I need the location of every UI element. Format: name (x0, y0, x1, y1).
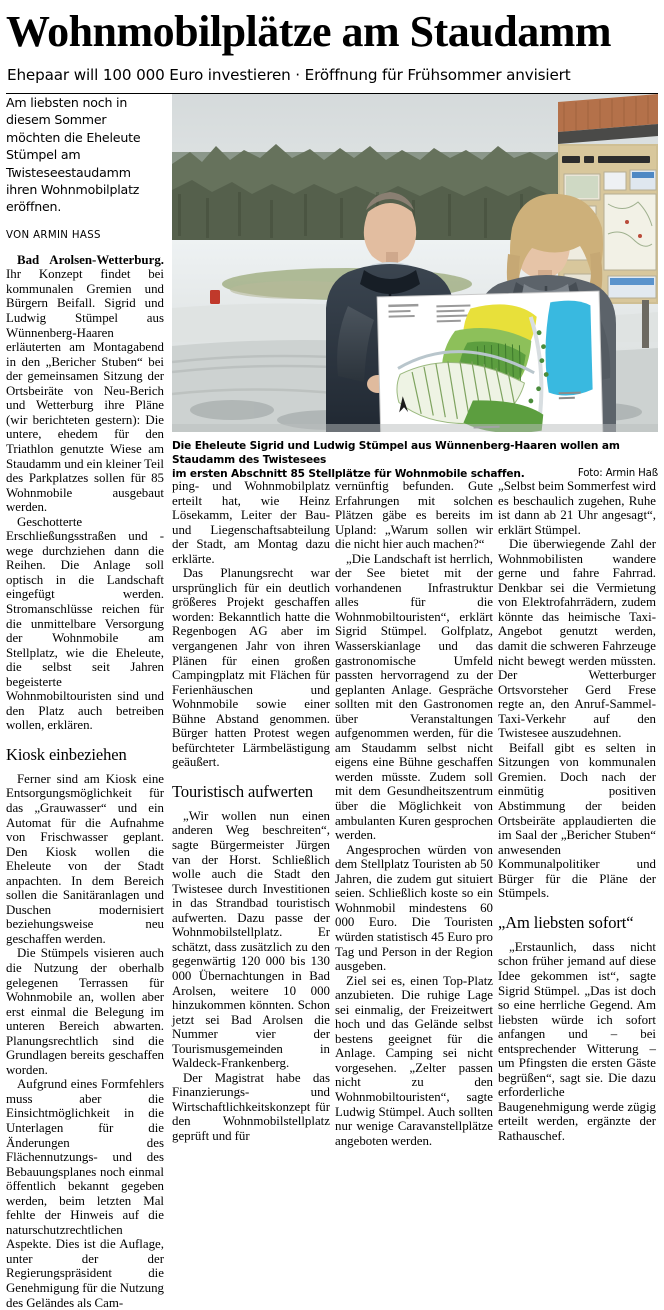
caption-line-1: Die Eheleute Sigrid und Ludwig Stümpel aus Wünnenberg-Haaren wollen am Staudamm des Twistesees (172, 440, 620, 467)
paragraph: Ziel sei es, einen Top-Platz anzubieten. Die ruhige Lage sei einmalig, der Freizeitwert hoch und das Gelände selbst bestens geeignet für die Anlage. Camping sei nicht vorgesehen. „Zelter passen nicht zu den Wohnmobiltouristen“, sagte Ludwig Stümpel. Auch sollten nur wenige Caravanstellplätze angeboten werden. (335, 973, 493, 1148)
photo-block (172, 94, 658, 482)
paragraph: ping- und Wohnmobilplatz erteilt hat, wie Heinz Lösekamm, Leiter der Bau- und Liegenschaftsabteilung der Stadt, am Montag dazu erklärte. (172, 479, 330, 566)
paragraph: „Selbst beim Sommerfest wird es beschaulich zugehen, Ruhe ist dann ab 21 Uhr angesagt“, erklärt Stümpel. (498, 479, 657, 537)
column-3 (335, 479, 493, 1148)
paragraph: Das Planungsrecht war ursprünglich für ein deutlich größeres Projekt geschaffen worden: Bekanntlich hatte die Regenbogen AG aber im vergangenen Jahr von ihren Plänen für einen großen Campingplatz mit Flächen für Ferienhäuschen und Wohnmobile sowie einer Bühne Abstand genommen. Bürger hatten Protest wegen befürchteter Lärmbelästigung geäußert. (172, 566, 330, 770)
section-heading: Touristisch aufwerten (172, 781, 314, 801)
paragraph: Die überwiegende Zahl der Wohnmobilisten wandere gerne und fahre Fahrrad. Denkbar sei die Vermietung von Elektrofahrrädern, zudem könnte das heimische Taxi-Angebot genutzt werden, damit die schweren Fahrzeuge nicht bewegt werden müssten. Der Wetterburger Ortsvorsteher Gerd Frese regte an, den Anruf-Sammel-Taxi-Verkehr auf den Twistesee auszudehnen. (498, 537, 656, 741)
paragraph-text: Ihr Konzept findet bei kommunalen Gremien und Bürgern Beifall. Sigrid und Ludwig Stümpel aus Wünnenberg-Haaren erläuterten am Montagabend in den „Bericher Stuben“ bei der gemeinsamen Sitzung der Ortsbeiräte von Neu-Berich und Wetterburg ihre Pläne (wir berichteten gestern): Die untere, ehedem für den Triathlon genutzte Wiese am Staudamm und ein kleiner Teil des Parkplatzes sollen für 85 Wohnmobile ausgebaut werden. (6, 267, 164, 515)
paragraph: „Die Landschaft ist herrlich, der See bietet mit der vorhandenen Infrastruktur alles für die Wohnmobiltouristen“, erklärt Sigrid Stümpel. Golfplatz, Wasserskianlage und das gastronomische Umfeld passten hervorragend zu der geplanten Anlage. Gespräche sollten mit den Gastronomen über Veranstaltungen aufgenommen werden, für die am Staudamm selbst nicht eigens eine Bühne geschaffen werden müsste. Zudem soll mit dem Gesundheitszentrum über die Möglichkeit von ambulanten Kuren gesprochen werden. (335, 551, 493, 843)
section-heading: „Am liebsten sofort“ (498, 912, 634, 932)
subheadline: Ehepaar will 100 000 Euro investieren · Eröffnung für Frühsommer anvisiert (7, 66, 571, 84)
paragraph: Der Magistrat habe das Finanzierungs- und Wirtschaftlichkeitskonzept für den Wohnmobilstellplatz geprüft und für (172, 1070, 330, 1143)
photo-caption (172, 439, 658, 482)
column-2 (172, 479, 330, 1144)
section-heading: Kiosk einbeziehen (6, 744, 127, 764)
paragraph: Die Stümpels visieren auch die Nutzung der oberhalb gelegenen Terrassen für Wohnmobile an, wollen aber erst einmal die Belegung im unteren Bereich abwarten. Planungsrechtlich sind die Grundlagen bereits geschaffen worden. (6, 946, 164, 1077)
paragraph: „Erstaunlich, dass nicht schon früher jemand auf diese Idee gekommen ist“, sagte Sigrid Stümpel. „Das ist doch so eine herrliche Gegend. Am liebsten würde ich sofort anfangen und – bei entsprechender Witterung – um Pfingsten die ersten Gäste begrüßen“, sagt sie. Die dazu erforderliche Baugenehmigung werde zügig erteilt werden, ergänzte der Rathauschef. (498, 939, 656, 1143)
dateline: Bad Arolsen-Wetterburg. (17, 252, 164, 267)
paragraph: Ferner sind am Kiosk eine Entsorgungsmöglichkeit für das „Grauwasser“ und ein Automat für die Aufnahme von Frischwasser geplant. Den Kiosk wollen die Eheleute von der Stadt anpachten. In dem Bereich sollen die Sanitäranlagen und Duschen modernisiert beziehungsweise neu geschaffen werden. (6, 771, 164, 946)
byline: VON ARMIN HASS (6, 229, 101, 241)
paragraph: Beifall gibt es selten in Sitzungen von kommunalen Gremien. Doch nach der einmütig positiven Abstimmung der beiden Ortsbeiräte applaudierten die im Saal der „Bericher Stuben“ anwesenden Kommunalpolitiker und Bürger für die Pläne der Stümpels. (498, 740, 656, 901)
article-photo (172, 94, 658, 432)
column-4 (498, 479, 656, 1144)
caption-line-2-text: im ersten Abschnitt 85 Stellplätze für Wohnmobile schaffen. (172, 468, 525, 481)
paragraph: vernünftig befunden. Gute Erfahrungen mit solchen Plätzen gäbe es bereits im Upland: „Warum sollen wir die nicht hier auch machen?“ (335, 479, 493, 552)
site-plan-poster (377, 291, 603, 432)
paragraph: Aufgrund eines Formfehlers muss aber die Einsichtmöglichkeit in die Unterlagen für die Änderungen des Flächennutzungs- und des Bebauungsplanes noch einmal öffentlich bekannt gegeben werden, beim letzten Mal fehlte der Hinweis auf die naturschutzrechtlichen Aspekte. Dies ist die Auflage, unter der der Regierungspräsident die Genehmigung für die Nutzung des Geländes als Cam- (6, 1077, 164, 1310)
paragraph: Angesprochen würden von dem Stellplatz Touristen ab 50 Jahren, die zudem gut situiert seien. Schließlich koste so ein Wohnmobil mindestens 60 000 Euro. Die Touristen würden statistisch 45 Euro pro Tag und Person in der Region ausgeben. (335, 842, 493, 974)
photo-illustration (172, 94, 658, 432)
page-title: Wohnmobilplätze am Staudamm (6, 7, 612, 56)
column-1 (6, 94, 164, 1310)
paragraph (6, 253, 164, 515)
paragraph: „Wir wollen nun einen anderen Weg beschreiten“, sagte Bürgermeister Jürgen van der Horst. Schließlich wolle auch die Stadt den Twistesee durch Investitionen in das Strandbad touristisch aufwerten. Dazu passe der Wohnmobilstellplatz. Er schätzt, dass zusätzlich zu den gegenwärtig 120 000 bis 130 000 Übernachtungen in Bad Arolsen, weitere 10 000 hinzukommen könnten. Schon jetzt sei Bad Arolsen die Nummer vier der Tourismusgemeinden in Waldeck-Frankenberg. (172, 808, 330, 1071)
masthead (0, 0, 664, 94)
article-body (0, 94, 664, 1310)
paragraph: Geschotterte Erschließungsstraßen und -wege durchziehen dann die Reihen. Die Anlage soll optisch in die Landschaft eingefügt werden. Stromanschlüsse reichen für die unmittelbare Versorgung der Wohnmobile am Stellplatz, wie die Eheleute, die selbst seit Jahren begeisterte Wohnmobiltouristen sind und den Platz auch betreiben wollen, erklären. (6, 514, 164, 733)
lead-paragraph: Am liebsten noch in diesem Sommer möchten die Eheleute Stümpel am Twisteseestaudamm ihren Wohnmobilplatz eröffnen. (6, 95, 141, 215)
photo-credit: Foto: Armin Haß (570, 467, 658, 481)
